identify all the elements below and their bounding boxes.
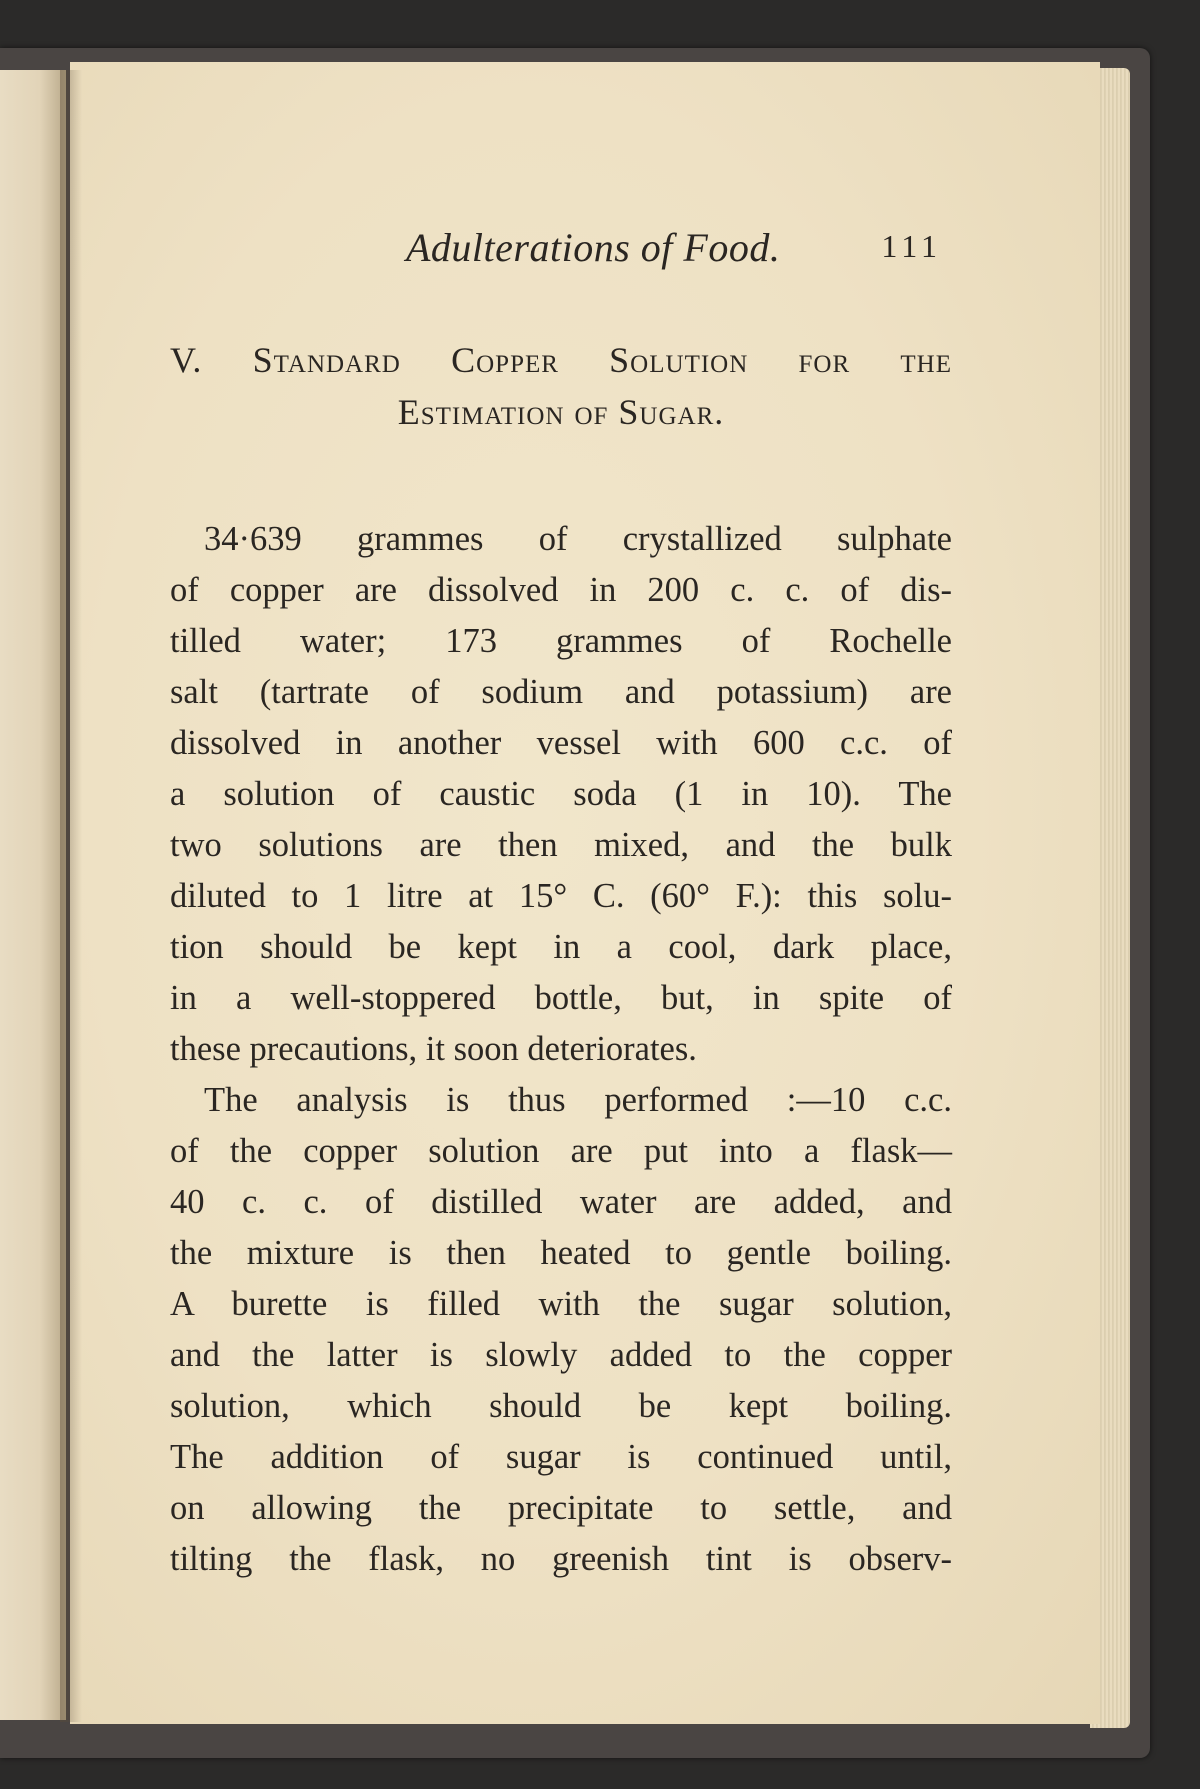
body-text [170,514,952,1585]
section-heading-line: V. Standard Copper Solution for the [170,340,952,380]
text-line: A burette is filled with the sugar solution, [170,1285,952,1323]
text-line: and the latter is slowly added to the copper [170,1336,952,1374]
text-line: tion should be kept in a cool, dark place, [170,928,952,966]
text-line: solution, which should be kept boiling. [170,1387,952,1425]
page-number: 111 [881,228,942,264]
paragraph [170,514,952,1075]
section-heading [170,334,952,438]
text-line: dissolved in another vessel with 600 c.c. of [170,724,952,762]
text-line: 34·639 grammes of crystallized sulphate [204,520,952,558]
text-line: the mixture is then heated to gentle boiling. [170,1234,952,1272]
text-line: diluted to 1 litre at 15° C. (60° F.): this solu- [170,877,952,915]
gutter-shadow [60,70,82,1722]
previous-page-edge [0,70,66,1720]
text-line: in a well-stoppered bottle, but, in spite of [170,979,952,1017]
text-line: The addition of sugar is continued until, [170,1438,952,1476]
text-line: these precautions, it soon deteriorates. [170,1030,697,1068]
text-line: tilled water; 173 grammes of Rochelle [170,622,952,660]
running-title: Adulterations of Food. [406,225,781,270]
text-line: 40 c. c. of distilled water are added, and [170,1183,952,1221]
section-heading-line: Estimation of Sugar. [397,392,725,432]
text-line: a solution of caustic soda (1 in 10). The [170,775,952,813]
text-line: The analysis is thus performed :—10 c.c. [204,1081,952,1119]
text-line: two solutions are then mixed, and the bulk [170,826,952,864]
running-head [170,224,952,284]
text-line: salt (tartrate of sodium and potassium) are [170,673,952,711]
paragraph [170,1075,952,1585]
text-line: of copper are dissolved in 200 c. c. of dis- [170,571,952,609]
book-page [70,62,1100,1724]
text-line: of the copper solution are put into a flask— [170,1132,952,1170]
text-line: tilting the flask, no greenish tint is observ- [170,1540,952,1578]
text-line: on allowing the precipitate to settle, and [170,1489,952,1527]
